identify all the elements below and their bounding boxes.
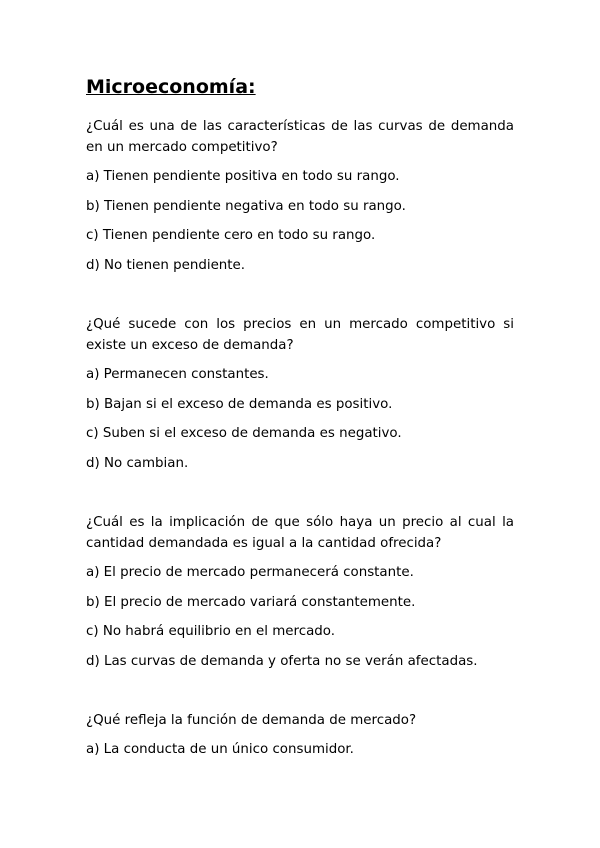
answer-option-b: b) El precio de mercado variará constantemente. [86, 594, 416, 610]
document-title: Microeconomía: [86, 76, 256, 98]
section-spacer [86, 284, 514, 314]
answer-option-c: c) No habrá equilibrio en el mercado. [86, 624, 336, 639]
answer-option-c: c) Tienen pendiente cero en todo su rango. [86, 228, 376, 243]
answer-option-a: a) Tienen pendiente positiva en todo su rango. [86, 169, 400, 184]
answer-option-d: d) No cambian. [86, 455, 189, 471]
question-block-3 [86, 512, 514, 672]
answer-option-b: b) Tienen pendiente negativa en todo su rango. [86, 198, 406, 214]
section-spacer [86, 680, 514, 710]
answer-option-a: a) El precio de mercado permanecerá constante. [86, 565, 414, 580]
document-page [86, 74, 514, 769]
question-text: ¿Cuál es la implicación de que sólo haya un precio al cual la cantidad demandada es igual a la cantidad ofrecida? [86, 515, 514, 551]
section-spacer [86, 482, 514, 512]
question-block-4 [86, 710, 514, 760]
question-block-1 [86, 116, 514, 276]
answer-option-d: d) Las curvas de demanda y oferta no se verán afectadas. [86, 653, 478, 669]
answer-option-a: a) La conducta de un único consumidor. [86, 742, 354, 757]
answer-option-b: b) Bajan si el exceso de demanda es positivo. [86, 396, 393, 412]
question-text: ¿Qué sucede con los precios en un mercado competitivo si existe un exceso de demanda? [86, 317, 514, 353]
question-block-2 [86, 314, 514, 474]
answer-option-a: a) Permanecen constantes. [86, 367, 269, 382]
question-text: ¿Qué refleja la función de demanda de mercado? [86, 713, 417, 728]
answer-option-c: c) Suben si el exceso de demanda es negativo. [86, 426, 402, 441]
answer-option-d: d) No tienen pendiente. [86, 257, 246, 273]
question-text: ¿Cuál es una de las características de las curvas de demanda en un mercado competitivo? [86, 119, 514, 155]
